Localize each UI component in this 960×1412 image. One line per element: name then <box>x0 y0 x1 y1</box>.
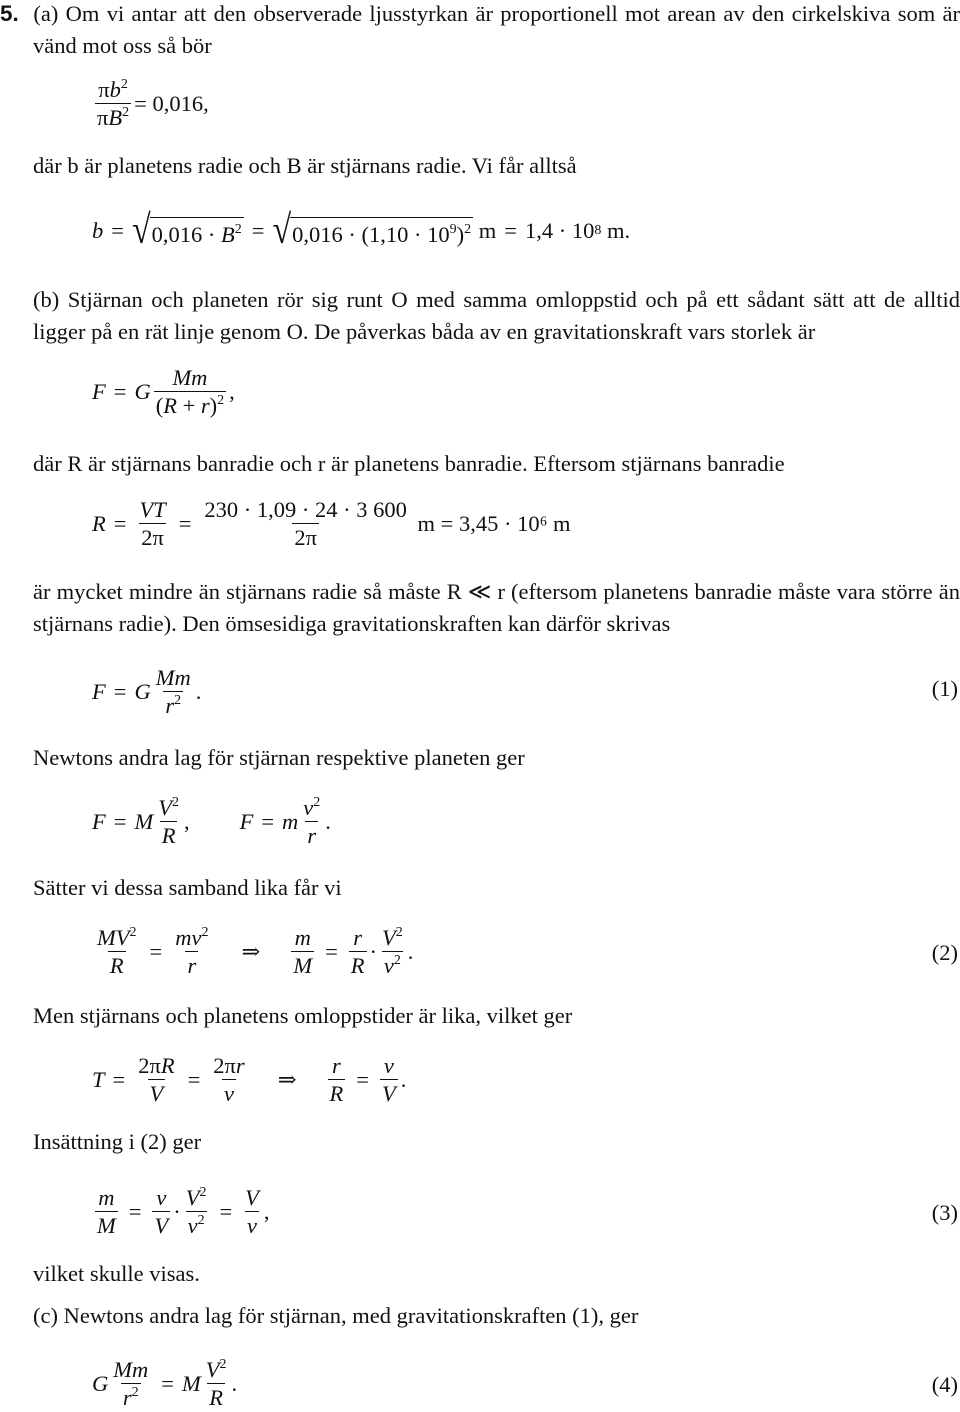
paragraph-a-text: (a) Om vi antar att den observerade ljusstyrkan är proportionell mot arean av den cirkelskiva som är vänd mot oss så bör <box>33 1 960 58</box>
paragraph-a <box>0 0 960 62</box>
equation-row-4: G $\frac{Mm}{r^2}$ = M $\frac{V^2}{R}$ . (4) <box>92 1357 958 1410</box>
ratio-value: = 0,016, <box>134 90 209 116</box>
paragraph-approx: är mycket mindre än stjärnans radie så måste R ≪ r (eftersom planetens banradie måste vara större än stjärnans radie). Den ömsesidiga gravitationskraften kan därför skrivas <box>33 579 960 636</box>
equation-gravity: F = G $\frac{Mm}{(R + r)^2}$ , <box>92 365 235 418</box>
equation-row-1: F = G $\frac{Mm}{r^2}$ . (1) <box>92 665 958 718</box>
equation-period: T = $\frac{2\pi R}{V}$ = $\frac{2\pi r}{v}$ ⇒ $\frac{r}{R}$ = $\frac{v}{V}$ . <box>92 1053 407 1106</box>
paragraph-equal: Sätter vi dessa samband lika får vi <box>33 875 342 900</box>
equation-row-2: $\frac{MV^2}{R}$ = $\frac{mv^2}{r}$ ⇒ $\frac{m}{M}$ = $\frac{r}{R}$ · $\frac{V^2}{v^2}$ . (2) <box>97 925 958 978</box>
problem-number: 5. <box>0 1 19 26</box>
equation-R: R = $\frac{VT}{2\pi}$ = $\frac{230 \cdot 1,09 \cdot 24 \cdot 3 600}{2\pi}$ m = 3,45 · 10⁶ m <box>92 497 571 550</box>
equation-row-3: $\frac{m}{M}$ = $\frac{v}{V}$ · $\frac{V^2}{v^2}$ = $\frac{V}{v}$ , (3) <box>97 1185 958 1238</box>
paragraph-insert: Insättning i (2) ger <box>33 1129 202 1154</box>
paragraph-banradie: där R är stjärnans banradie och r är planetens banradie. Eftersom stjärnans banradie <box>33 451 785 476</box>
equation-number-1: (1) <box>931 676 958 701</box>
R-result: m = 3,45 · 10⁶ m <box>417 510 571 536</box>
paragraph-b: (b) Stjärnan och planeten rör sig runt O med samma omloppstid och på ett sådant sätt att de alltid ligger på en rät linje genom O. De påverkas båda av en gravitationskraft vars storlek är <box>33 287 960 344</box>
paragraph-newton: Newtons andra lag för stjärnan respektive planeten ger <box>33 745 525 770</box>
equation-area-ratio: $\frac{\pi b^2}{\pi B^2}$ = 0,016, <box>97 77 209 130</box>
R-numerator: 230 · 1,09 · 24 · 3 600 <box>204 497 407 522</box>
paragraph-c: (c) Newtons andra lag för stjärnan, med gravitationskraften (1), ger <box>33 1303 639 1328</box>
equation-number-2: (2) <box>931 940 958 965</box>
paragraph-period: Men stjärnans och planetens omloppstider är lika, vilket ger <box>33 1003 573 1028</box>
paragraph-qed: vilket skulle visas. <box>33 1261 200 1286</box>
equation-number-4: (4) <box>931 1372 958 1397</box>
equation-number-3: (3) <box>931 1200 958 1225</box>
equation-newton: F = M $\frac{V^2}{R}$ , F = m $\frac{v^2}{r}$ . <box>92 795 331 848</box>
paragraph-radius-def: där b är planetens radie och B är stjärnans radie. Vi får alltså <box>33 153 577 178</box>
equation-b: b = √ $0,016 \cdot B^2$ = √ $0,016 \cdot (1,10 \cdot 10^9)^2$ m = 1,4 · 10 8 m. <box>92 208 631 253</box>
